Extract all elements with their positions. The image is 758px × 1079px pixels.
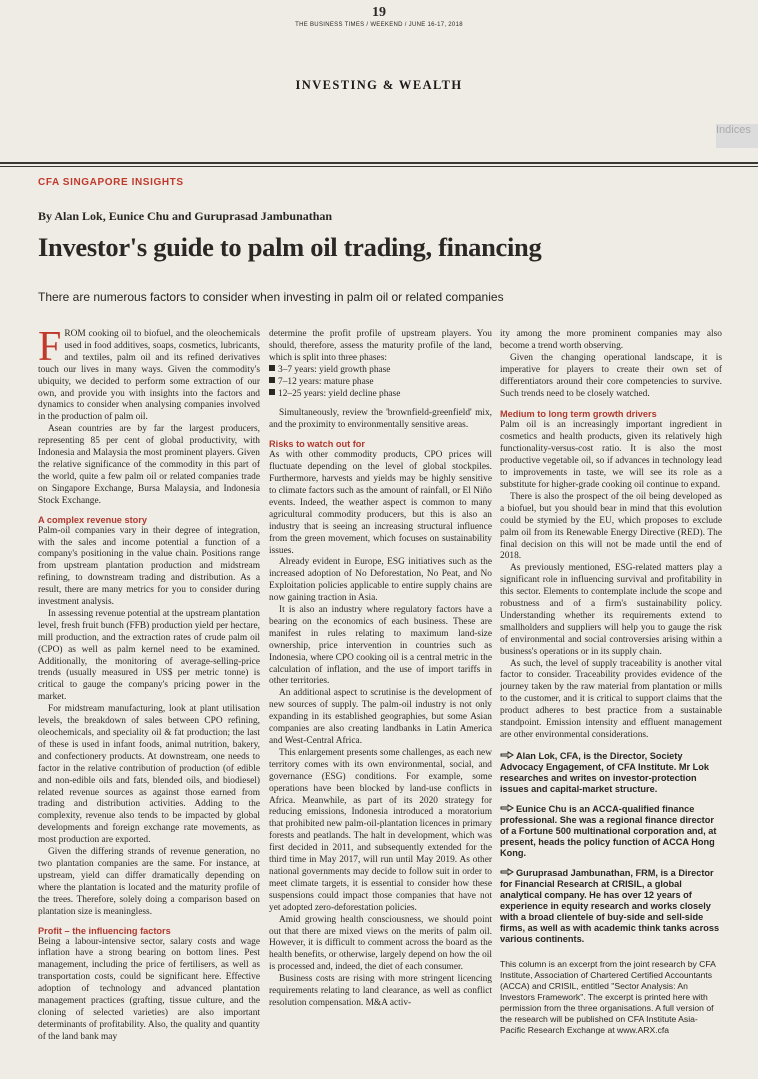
paragraph: As previously mentioned, ESG-related matters play a significant role in influencing survival and profitability in this sector. Elements to contemplate include the scope and robustness and of a firm's sustainability policy. Understanding whether its requirements extend to smallholders and suppliers will help you to gauge the risk of environmental and social controversies arising within a business's operations or in its supply chain. xyxy=(500,563,722,657)
paragraph: Already evident in Europe, ESG initiatives such as the increased adoption of No Deforestation, No Peat, and No Exploitation policies applicable to entire supply chains are now gaining traction in Asia. xyxy=(269,557,492,604)
paragraph: determine the profit profile of upstream players. You should, therefore, assess the maturity profile of the land, which is split into three phases: xyxy=(269,329,492,363)
bleed-through-text: Indices xyxy=(716,124,758,148)
article-column-3 xyxy=(500,329,722,1079)
square-bullet-icon xyxy=(269,377,275,383)
paragraph: Amid growing health consciousness, we should point out that there are mixed views on the merits of palm oil. However, it is difficult to comment across the board as the health benefits, or otherwise, largely depend on how the oil is processed and, indeed, the diet of each consumer. xyxy=(269,914,492,973)
subheading: Risks to watch out for xyxy=(269,439,365,450)
subheading: Profit – the influencing factors xyxy=(38,925,171,936)
paragraph: Palm oil is an increasingly important ingredient in cosmetics and health products, given its relatively high functionality-versus-cost ratio. It is also the most productive vegetable oil, so if advances in technology lead to improvements in taste, we will see its role as a substitute for higher-grade cooking oil continue to expand. xyxy=(500,420,722,490)
arrow-right-icon xyxy=(500,751,514,759)
paragraph: FROM cooking oil to biofuel, and the oleochemicals used in food additives, soaps, cosmetics, lubricants, and textiles, palm oil and its refined derivatives touch our lives in many ways. Given the commodity's ubiquity, we decided to perform some extraction of our own, and provide you with insights into the factors and dynamics to consider when analysing companies involved in the production of palm oil. xyxy=(38,329,260,423)
author-bio: Guruprasad Jambunathan, FRM, is a Director for Financial Research at CRISIL, a global analytical company. He has over 12 years of experience in equity research and works closely with a broad clientele of buy-side and sell-side firms, as well as with academic think tanks across various continents. xyxy=(500,867,720,944)
author-bio: Eunice Chu is an ACCA-qualified finance professional. She was a regional finance director of a Fortune 500 multinational corporation and, at present, heads the policy function of ACCA Hong Kong. xyxy=(500,803,717,858)
paragraph: As with other commodity products, CPO prices will fluctuate depending on the level of global stockpiles. Furthermore, harvests and yields may be highly sensitive to climate factors such as the amount of rainfall, or El Niño events. Indeed, the weather aspect is common to many agricultural commodity producers, but this is also an industry that is seeing an increasing structural influence from the green movement, which focuses on sustainability issues. xyxy=(269,450,492,556)
author-bio: Alan Lok, CFA, is the Director, Society Advocacy Engagement, of CFA Institute. Mr Lok researches and writes on investor-protection issues and capital-market structure. xyxy=(500,750,709,794)
article-column-2 xyxy=(269,329,492,1079)
list-item: 12–25 years: yield decline phase xyxy=(269,389,492,401)
byline: By Alan Lok, Eunice Chu and Guruprasad Jambunathan xyxy=(38,209,333,223)
paragraph: As such, the level of supply traceability is another vital factor to consider. Traceability provides evidence of the journey taken by the raw material from plantation or mills to the customer, and it is critical to support claims that the product adheres to best practice from a sustainable standpoint. Emission intensity and effluent management are other environmental considerations. xyxy=(500,658,722,740)
paragraph: This enlargement presents some challenges, as each new territory comes with its own environmental, social, and governance (ESG) conditions. For example, some operations have been blocked by land-use conflicts in Africa. Meanwhile, as part of its 2020 strategy for reducing emissions, Indonesia introduced a moratorium that prohibited new palm-oil-plantation licences in primary forests and peatlands. The halt in development, which was first decided in 2011, and subsequently extended for the third time in May 2017, will run until May 2019. As other national governments may decide to follow suit in order to meet climate targets, it is essential to consider how these suspensions could impact those companies that have not yet adopted zero-deforestation policies. xyxy=(269,747,492,913)
square-bullet-icon xyxy=(269,365,275,371)
paragraph: In assessing revenue potential at the upstream plantation level, fresh fruit bunch (FFB) production yield per hectare, mill production, and the extraction rates of crude palm oil (CPO) as well as palm kernel need to be examined. Additionally, the monitoring of average-selling-price trends (usually measured in US$ per metric tonne) is critical to gauge the company's pricing power in the market. xyxy=(38,608,260,703)
section-rule-thin xyxy=(0,166,758,167)
paragraph: Given the differing strands of revenue generation, no two plantation companies are the same. For instance, at upstream, yield can differ dramatically depending on where the plantation is located and the maturity profile of the trees. Therefore, solely doing a comparison based on plantation size is meaningless. xyxy=(38,847,260,917)
paragraph: Asean countries are by far the largest producers, representing 85 per cent of global productivity, with Indonesia and Malaysia the most prominent players. Given the relative significance of the commodity in this part of the world, quite a few palm oil or related companies trade on Singapore Exchange, Bursa Malaysia, and Indonesia Stock Exchange. xyxy=(38,424,260,506)
page-number: 19 xyxy=(372,5,386,20)
paragraph: Palm-oil companies vary in their degree of integration, with the sales and income potential a function of a company's positioning in the value chain. Positions range from upstream plantation production and midstream refining, to downstream trading and distribution. As a result, there are many metrics for you to consider during investment analysis. xyxy=(38,525,260,608)
paragraph: For midstream manufacturing, look at plant utilisation levels, the breakdown of sales between CPO refining, oleochemicals, and speciality oil & fat production; the last of these is used in infant foods, animal nutrition, bakery, and confectionery products. At downstream, one needs to factor in the relative contribution of production (of edible and non-edible oils and fats, blended oils, and biodiesel) related revenue sources as against those earned from trading and distribution activities. Adding to the complexity, revenue also tends to be impacted by global developments and foreign exchange rate movements, as most production are exported. xyxy=(38,704,260,846)
square-bullet-icon xyxy=(269,389,275,395)
maturity-phase-list xyxy=(269,365,492,401)
section-rule xyxy=(0,162,758,164)
paragraph: There is also the prospect of the oil being developed as a biofuel, but you should bear in mind that this evolution could be stymied by the EU, which proposes to exclude palm oil from its Renewable Energy Directive (RED). The final decision on this will not be made until the end of 2018. xyxy=(500,491,722,562)
paragraph: An additional aspect to scrutinise is the development of new sources of supply. The palm-oil industry is not only expanding in its established geographies, but some Asian companies are also creating landbanks in Latin America and West-Central Africa. xyxy=(269,688,492,746)
publication-line: THE BUSINESS TIMES / WEEKEND / JUNE 16-17, 2018 xyxy=(295,22,463,28)
list-item: 7–12 years: mature phase xyxy=(269,377,492,389)
arrow-right-icon xyxy=(500,804,514,812)
drop-cap: F xyxy=(38,329,62,370)
section-title: INVESTING & WEALTH xyxy=(295,78,463,92)
paragraph: Being a labour-intensive sector, salary costs and wage inflation have a strong bearing on bottom lines. Pest management, including the price of fertilisers, as well as transportation costs, could be significant here. Effective adoption of technology and advanced plantation management practices (grafting, tissue culture, and the cloning of selected varieties) are also important determinants of profitability. Also, the quality and quantity of the land bank may xyxy=(38,936,260,1042)
page-header xyxy=(0,6,758,28)
arrow-right-icon xyxy=(500,868,514,876)
paragraph: Business costs are rising with more stringent licencing requirements relating to land clearance, as well as conflict resolution compensation. M&A activ- xyxy=(269,974,492,1008)
paragraph: Simultaneously, review the 'brownfield-greenfield' mix, and the proximity to environmentally sensitive areas. xyxy=(269,408,492,431)
subheading: A complex revenue story xyxy=(38,514,147,525)
column-kicker: CFA SINGAPORE INSIGHTS xyxy=(38,177,184,188)
paragraph: ity among the more prominent companies may also become a trend worth observing. xyxy=(500,329,722,351)
list-item: 3–7 years: yield growth phase xyxy=(269,365,492,377)
paragraph: Given the changing operational landscape, it is imperative for players to create their own set of differentiators around their core competencies to survive. Such trends need to be closely watched. xyxy=(500,352,722,399)
source-note: This column is an excerpt from the joint research by CFA Institute, Association of Chartered Certified Accountants (ACCA) and CRISIL, entitled "Sector Analysis: An Investors Framework". The excerpt is printed here with permission from the three organisations. A full version of the research will be published on CFA Institute Asia-Pacific Research Exchange at www.ARX.cfa xyxy=(500,958,716,1035)
standfirst: There are numerous factors to consider when investing in palm oil or related companies xyxy=(38,290,504,304)
subheading: Medium to long term growth drivers xyxy=(500,409,657,420)
headline: Investor's guide to palm oil trading, financing xyxy=(38,232,542,262)
article-column-1 xyxy=(38,329,260,1079)
paragraph: It is also an industry where regulatory factors have a bearing on the economics of each business. These are manifest in rules relating to maximum land-size ownership, price intervention in countries such as Indonesia, where CPO cooking oil is a central metric in the calculation of inflation, and the use of import tariffs in other territories. xyxy=(269,605,492,687)
